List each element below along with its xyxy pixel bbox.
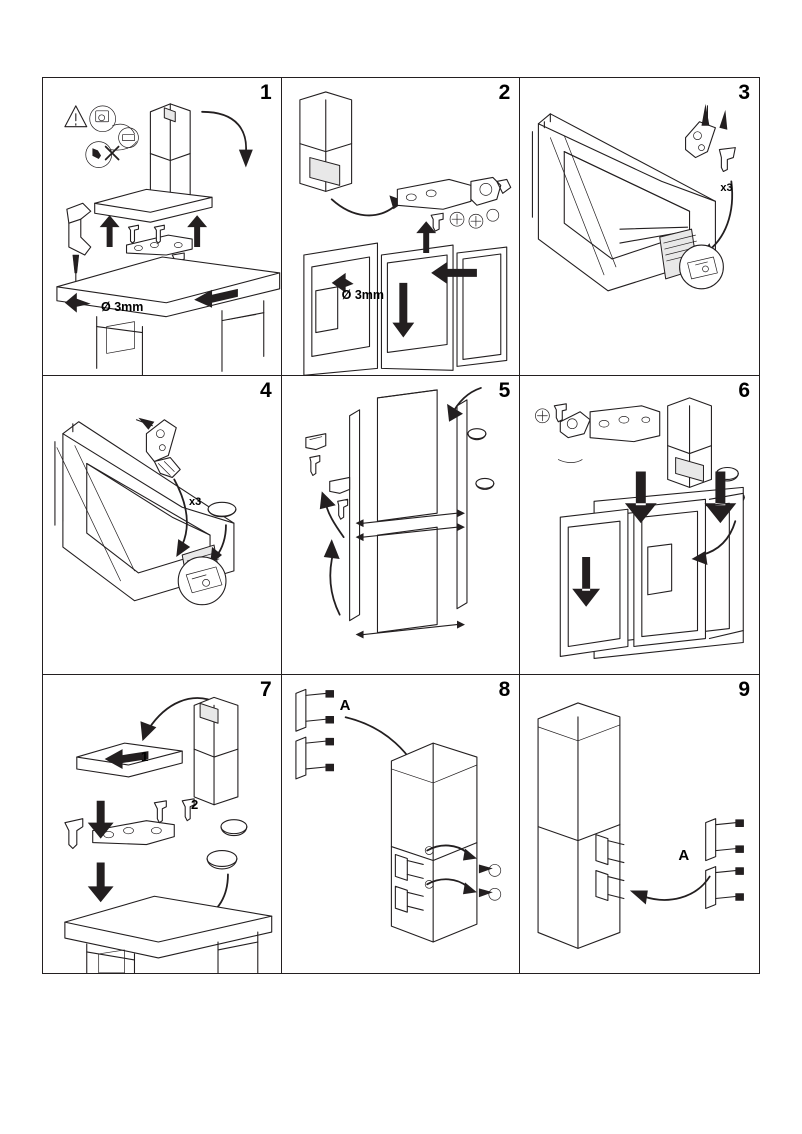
refrigerator-icon bbox=[668, 398, 712, 487]
cap-icon bbox=[468, 429, 494, 490]
panel-grid bbox=[42, 77, 760, 974]
panel-3-artwork bbox=[520, 78, 759, 375]
detail-circle-icon bbox=[178, 557, 226, 605]
panel-2-number: 2 bbox=[498, 81, 511, 104]
panel-4-number: 4 bbox=[259, 379, 272, 403]
panel-8 bbox=[282, 675, 521, 973]
panel-9-note-label-a: A bbox=[678, 846, 690, 864]
panel-5-artwork bbox=[282, 376, 520, 673]
panel-7-artwork bbox=[43, 675, 281, 973]
refrigerator-icon bbox=[538, 703, 620, 948]
handle-icon bbox=[296, 689, 334, 778]
refrigerator-icon bbox=[391, 743, 477, 942]
panel-5 bbox=[282, 376, 521, 674]
panel-2 bbox=[282, 78, 521, 376]
cap-icon bbox=[207, 819, 247, 868]
door-icon bbox=[377, 390, 437, 633]
panel-1-note-diameter: Ø 3mm bbox=[101, 300, 144, 314]
screw-icon bbox=[536, 404, 567, 423]
detail-circle-icon bbox=[680, 245, 724, 289]
panel-9-number: 9 bbox=[738, 677, 750, 701]
panel-8-note-label-a: A bbox=[339, 696, 351, 714]
panel-4 bbox=[43, 376, 282, 674]
panel-1 bbox=[43, 78, 282, 376]
panel-7-note-order-1: 1 bbox=[141, 748, 149, 764]
refrigerator-icon bbox=[300, 92, 352, 191]
warning-triangle-icon bbox=[65, 106, 87, 127]
panel-9 bbox=[520, 675, 759, 973]
top-cover-icon bbox=[95, 189, 212, 222]
hinge-plate-icon bbox=[561, 406, 660, 442]
panel-9-artwork bbox=[520, 675, 759, 973]
prohibited-icon bbox=[86, 106, 139, 168]
refrigerator-icon bbox=[194, 697, 238, 804]
panel-1-artwork bbox=[43, 78, 281, 375]
panel-6-number: 6 bbox=[738, 379, 750, 403]
panel-8-artwork bbox=[282, 675, 520, 973]
screw-icon bbox=[431, 209, 499, 231]
refrigerator-icon bbox=[150, 104, 190, 203]
panel-6-artwork bbox=[520, 376, 759, 673]
screw-icon bbox=[720, 148, 736, 172]
panel-4-artwork bbox=[43, 376, 281, 673]
panel-5-number: 5 bbox=[498, 379, 511, 403]
bracket-icon bbox=[686, 122, 716, 158]
panel-8-number: 8 bbox=[498, 677, 511, 701]
panel-6 bbox=[520, 376, 759, 674]
countertop-icon bbox=[57, 257, 280, 375]
screw-icon bbox=[479, 864, 501, 900]
panel-7-note-order-2: 2 bbox=[191, 796, 199, 812]
handle-icon bbox=[706, 818, 744, 908]
panel-7 bbox=[43, 675, 282, 973]
panel-7-number: 7 bbox=[259, 677, 272, 701]
panel-2-note-diameter: Ø 3mm bbox=[341, 288, 385, 302]
panel-4-note-quantity: x3 bbox=[189, 496, 202, 509]
panel-3-number: 3 bbox=[738, 81, 750, 104]
countertop-icon bbox=[65, 896, 272, 973]
drill-icon bbox=[67, 203, 91, 291]
panel-2-artwork bbox=[282, 78, 520, 375]
panel-3 bbox=[520, 78, 759, 376]
hinge-plate-icon bbox=[397, 177, 510, 209]
cap-icon bbox=[208, 503, 236, 517]
panel-1-number: 1 bbox=[259, 81, 272, 104]
panel-3-note-quantity: x3 bbox=[720, 182, 733, 194]
